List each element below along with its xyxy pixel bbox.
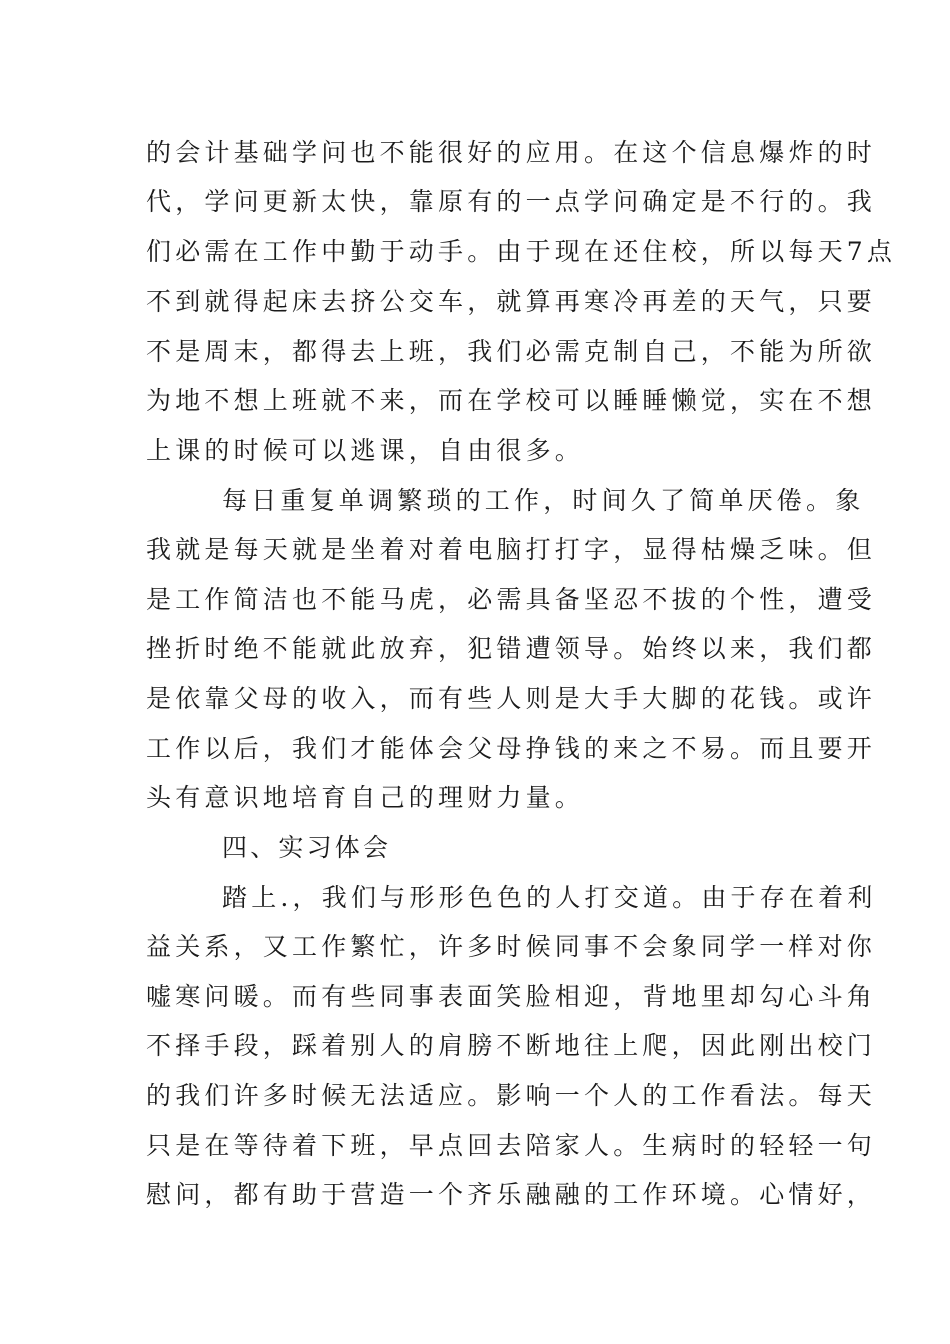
text-line: 是依靠父母的收入，而有些人则是大手大脚的花钱。或许: [146, 684, 877, 713]
text-line: 上课的时候可以逃课，自由很多。: [146, 436, 585, 465]
text-line: 只是在等待着下班，早点回去陪家人。生病时的轻轻一句: [146, 1131, 877, 1160]
text-line: 踏上.，我们与形形色色的人打交道。由于存在着利: [222, 883, 877, 912]
text-line: 是工作简洁也不能马虎，必需具备坚忍不拔的个性，遭受: [146, 585, 877, 614]
text-line: 工作以后，我们才能体会父母挣钱的来之不易。而且要开: [146, 734, 877, 763]
section-heading-text: 四、实习体会: [222, 833, 392, 862]
text-line: 我就是每天就是坐着对着电脑打打字，显得枯燥乏味。但: [146, 535, 877, 564]
text-line: 慰问，都有助于营造一个齐乐融融的工作环境。心情好，: [146, 1180, 877, 1209]
text-line: 挫折时绝不能就此放弃，犯错遭领导。始终以来，我们都: [146, 634, 877, 663]
text-line: 不择手段，踩着别人的肩膀不断地往上爬，因此刚出校门: [146, 1031, 877, 1060]
text-line: 代，学问更新太快，靠原有的一点学问确定是不行的。我: [146, 187, 877, 216]
text-line: 为地不想上班就不来，而在学校可以睡睡懒觉，实在不想: [146, 386, 877, 415]
text-line: 头有意识地培育自己的理财力量。: [146, 783, 585, 812]
text-line: 们必需在工作中勤于动手。由于现在还住校，所以每天7点: [146, 237, 897, 266]
text-line: 不是周末，都得去上班，我们必需克制自己，不能为所欲: [146, 337, 877, 366]
text-line: 嘘寒问暖。而有些同事表面笑脸相迎，背地里却勾心斗角: [146, 982, 877, 1011]
text-line: 的我们许多时候无法适应。影响一个人的工作看法。每天: [146, 1081, 877, 1110]
text-line: 每日重复单调繁琐的工作，时间久了简单厌倦。象: [222, 486, 865, 515]
text-line: 的会计基础学问也不能很好的应用。在这个信息爆炸的时: [146, 138, 877, 167]
text-line: 不到就得起床去挤公交车，就算再寒冷再差的天气，只要: [146, 287, 877, 316]
text-line: 益关系，又工作繁忙，许多时候同事不会象同学一样对你: [146, 932, 877, 961]
